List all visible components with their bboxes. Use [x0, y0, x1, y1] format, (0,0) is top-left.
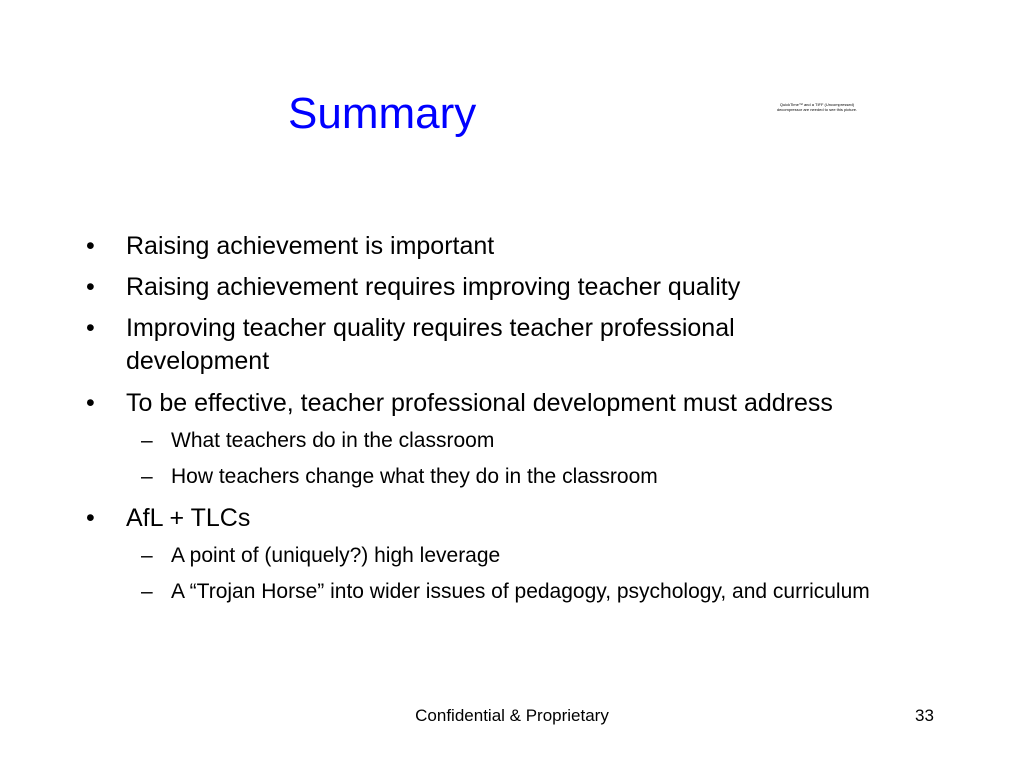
bullet-marker: • — [86, 232, 95, 260]
bullet-marker: • — [86, 273, 95, 301]
bullet-text: To be effective, teacher professional development must address — [126, 389, 833, 417]
dash-marker: – — [141, 465, 153, 488]
footer-text: Confidential & Proprietary — [415, 706, 609, 725]
bullet-text: Improving teacher quality requires teacher professional development — [126, 314, 735, 375]
sub-bullet-item — [141, 427, 931, 454]
bullet-item — [86, 230, 946, 263]
bullet-text: Raising achievement requires improving teacher quality — [126, 273, 741, 301]
bullet-item — [86, 502, 946, 535]
dash-marker: – — [141, 580, 153, 603]
sub-bullet-item — [141, 578, 911, 605]
sub-bullet-text: A point of (uniquely?) high leverage — [171, 544, 501, 567]
bullet-marker: • — [86, 389, 95, 417]
bullet-item — [86, 271, 946, 304]
sub-bullet-text: A “Trojan Horse” into wider issues of pedagogy, psychology, and curriculum — [171, 580, 870, 603]
sub-bullet-text: What teachers do in the classroom — [171, 429, 495, 452]
page-number: 33 — [915, 706, 934, 725]
bullet-item — [86, 387, 946, 420]
bullet-text: Raising achievement is important — [126, 232, 495, 260]
image-placeholder: QuickTime™ and a TIFF (Uncompressed) decompressor are needed to see this picture. — [776, 102, 858, 112]
bullet-marker: • — [86, 314, 95, 342]
bullet-marker: • — [86, 504, 95, 532]
bullet-text: AfL + TLCs — [126, 504, 251, 532]
sub-bullet-item — [141, 542, 931, 569]
bullet-item — [86, 312, 846, 377]
dash-marker: – — [141, 429, 153, 452]
sub-bullet-item — [141, 463, 931, 490]
sub-bullet-text: How teachers change what they do in the classroom — [171, 465, 658, 488]
dash-marker: – — [141, 544, 153, 567]
slide-title: Summary — [288, 89, 477, 138]
